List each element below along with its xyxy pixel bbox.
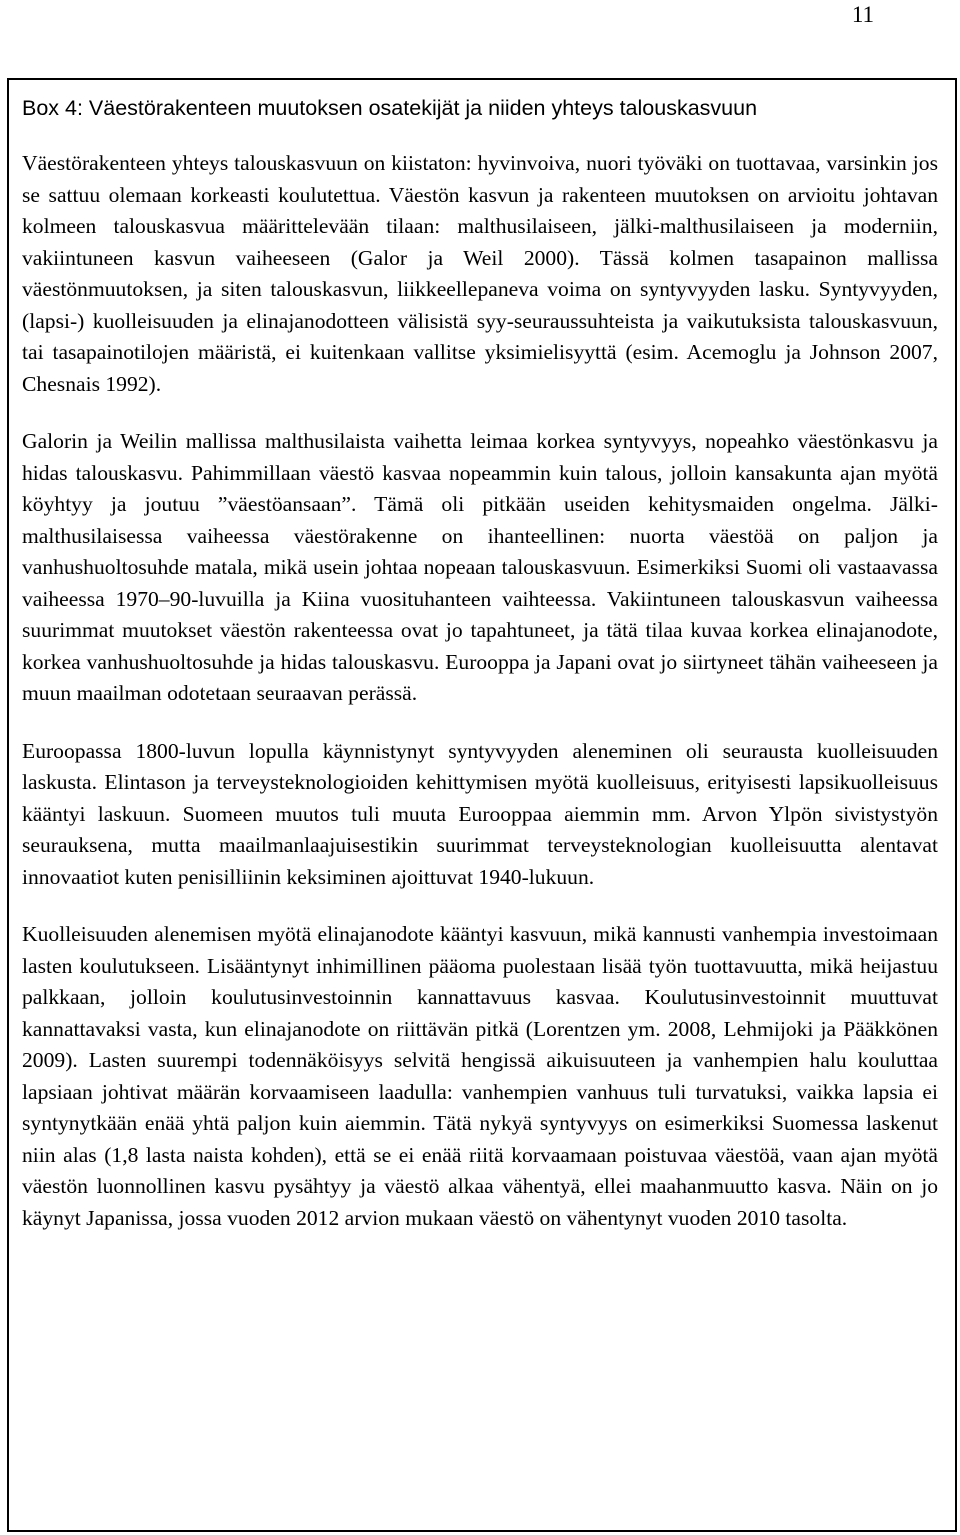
paragraph-galor-weil-model: Galorin ja Weilin mallissa malthusilaista vaihetta leimaa korkea syntyvyys, nopeahko väestönkasvu ja hidas talouskasvu. Pahimmillaan väestö kasvaa nopeammin kuin talous, jolloin kansakunta ajan myötä köyhtyy ja joutuu ”väestöansaan”. Tämä oli pitkään useiden kehitysmaiden ongelma. Jälki-malthusilaisessa vaiheessa väestörakenne on ihanteellinen: nuorta väestöä on paljon ja vanhushuoltosuhde matala, mikä usein johtaa nopeaan talouskasvuun. Esimerkiksi Suomi oli vastaavassa vaiheessa 1970–90-luvuilla ja Kiina vuosituhanteen vaihteessa. Vakiintuneen talouskasvun vaiheessa suurimmat muutokset väestön rakenteessa ovat jo tapahtuneet, ja tätä tilaa kuvaa korkea elinajanodote, korkea vanhushuoltosuhde ja hidas talouskasvu. Eurooppa ja Japani ovat jo siirtyneet tähän vaiheeseen ja muun maailman odotetaan seuraavan perässä. <box>22 429 938 705</box>
text-box <box>7 78 957 1532</box>
paragraph-life-expectancy: Kuolleisuuden alenemisen myötä elinajanodote kääntyi kasvuun, mikä kannusti vanhempia investoimaan lasten koulutukseen. Lisääntynyt inhimillinen pääoma puolestaan lisää työn tuottavuutta, mikä heijastuu palkkaan, jolloin koulutusinvestoinnin kannattavuus kasvaa. Koulutusinvestoinnit muuttuvat kannattavaksi vasta, kun elinajanodote on riittävän pitkä (Lorentzen ym. 2008, Lehmijoki ja Pääkkönen 2009). Lasten suurempi todennäköisyys selvitä hengissä aikuisuuteen ja vanhempien halu kouluttaa lapsiaan johtivat määrän korvaamiseen laadulla: vanhempien vanhuus tuli turvatuksi, vaikka lapsia ei syntynytkään enää yhtä paljon kuin aiemmin. Tätä nykyä syntyvyys on esimerkiksi Suomessa laskenut niin alas (1,8 lasta naista kohden), että se ei enää riitä korvaamaan poistuvaa väestöä, vaan ajan myötä väestön luonnollinen kasvu pysähtyy ja väestö alkaa vähentyä, ellei maahanmuutto kasva. Näin on jo käynyt Japanissa, jossa vuoden 2012 arvion mukaan väestö on vähentynyt vuoden 2010 tasolta. <box>22 922 938 1230</box>
box-title: Box 4: Väestörakenteen muutoksen osatekijät ja niiden yhteys talouskasvuun <box>22 96 758 120</box>
paragraph-population-structure: Väestörakenteen yhteys talouskasvuun on kiistaton: hyvinvoiva, nuori työväki on tuottavaa, varsinkin jos se sattuu olemaan korkeasti koulutettua. Väestön kasvun ja rakenteen muutoksen on arvioitu johtavan kolmeen talouskasvua määrittelevään tilaan: malthusilaiseen, jälki-malthusilaiseen ja moderniin, vakiintuneen kasvun vaiheeseen (Galor ja Weil 2000). Tässä kolmen tasapainon mallissa väestönmuutoksen, ja siten talouskasvun, liikkeellepaneva voima on syntyvyyden lasku. Syntyvyyden, (lapsi-) kuolleisuuden ja elinajanodotteen välisistä syy-seuraussuhteista ja vaikutuksista talouskasvuun, tai tasapainotilojen määristä, ei kuitenkaan vallitse yksimielisyyttä (esim. Acemoglu ja Johnson 2007, Chesnais 1992). <box>22 151 938 396</box>
page-number: 11 <box>851 2 874 27</box>
paragraph-europe-fertility: Euroopassa 1800-luvun lopulla käynnistynyt syntyvyyden aleneminen oli seurausta kuolleisuuden laskusta. Elintason ja terveysteknologioiden kehittymisen myötä kuolleisuus, erityisesti lapsikuolleisuus kääntyi laskuun. Suomeen muutos tuli muuta Eurooppaa aiemmin mm. Arvon Ylpön sivistystyön seurauksena, mutta maailmanlaajuisestikin suurimmat terveysteknologian kuolleisuutta alentavat innovaatiot kuten penisilliinin keksiminen ajoittuvat 1940-lukuun. <box>22 738 938 889</box>
